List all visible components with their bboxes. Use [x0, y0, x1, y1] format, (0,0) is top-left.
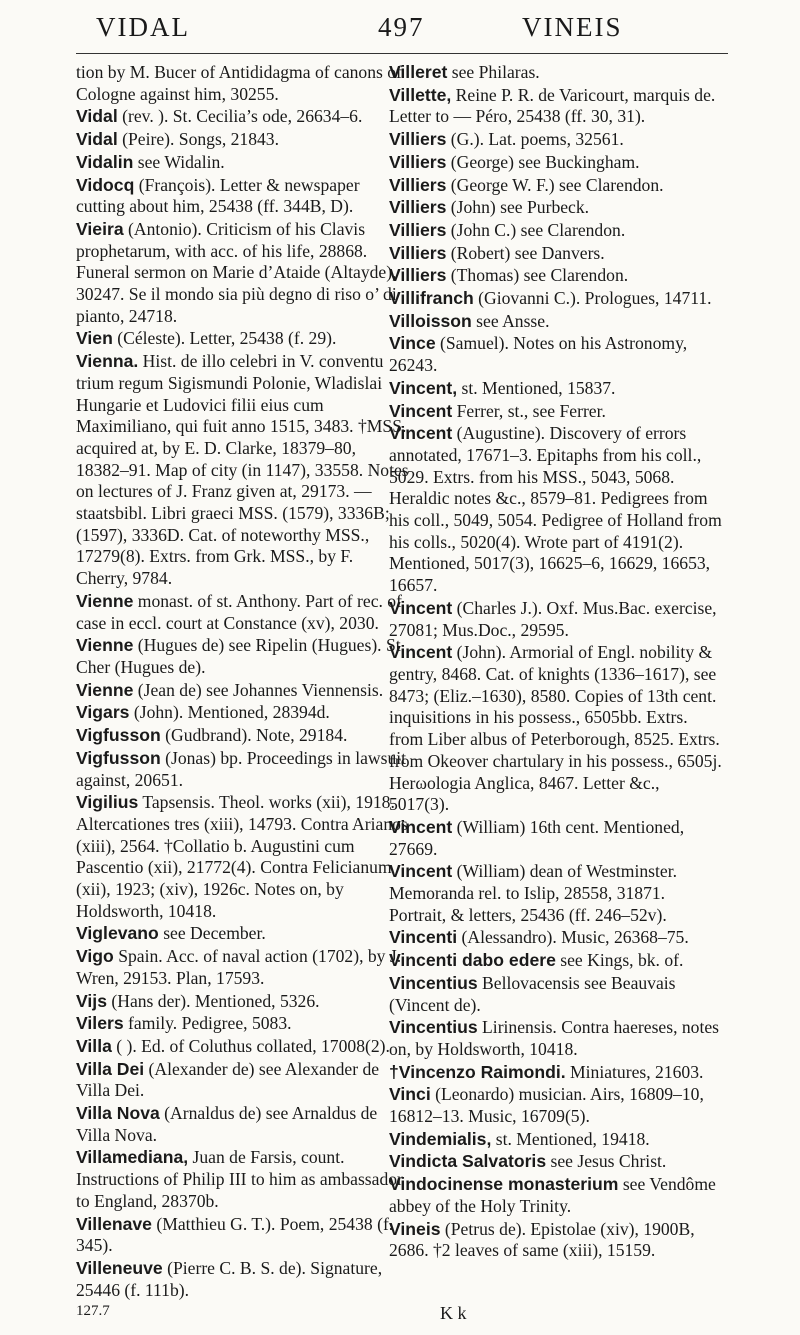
- entry-heading: Vincenti: [389, 927, 458, 948]
- entry-text: (Hugues de) see Ripelin (Hugues). St. Cher (Hugues de).: [76, 635, 406, 677]
- running-header: [0, 10, 800, 50]
- entry-heading: Vidalin: [76, 151, 134, 172]
- entry-heading: Villiers: [389, 129, 447, 150]
- header-left: VIDAL: [96, 12, 190, 42]
- entry-heading: Villoisson: [389, 310, 472, 331]
- entry-text: Hist. de illo celebri in V. conventu trium regum Sigismundi Polonie, Wladislai Hungarie et Ludovici filii eius cum Maximiliano, qui fuit anno 1515, 3483. †MSS. acquired at, by E. D. Clarke, 18379–80, 18382–91. Map of city (in 1147), 33558. Notes on lectures of J. Franz given at, 29173. — staatsbibl. Libri graeci MSS. (1579), 3336B; (1597), 3336D. Cat. of noteworthy MSS., 17279(8). Extrs. from Grk. MSS., by F. Cherry, 9784.: [76, 351, 409, 589]
- entry-heading: Villenave: [76, 1213, 152, 1234]
- entry-heading: Villiers: [389, 242, 447, 263]
- index-entry: [389, 861, 722, 926]
- entry-text: (Thomas) see Clarendon.: [446, 265, 629, 286]
- index-entry: [389, 288, 722, 310]
- entry-heading: Vincent: [389, 423, 453, 444]
- entry-text: (Alessandro). Music, 26368–75.: [457, 927, 689, 948]
- index-entry: [76, 635, 409, 678]
- index-entry: [76, 106, 409, 128]
- entry-text: (John). Mentioned, 28394d.: [129, 702, 330, 723]
- index-entry: [389, 197, 722, 219]
- entry-text: (Pierre C. B. S. de). Signature, 25446 (f. 111b).: [76, 1257, 383, 1300]
- index-entry: [389, 598, 722, 641]
- entry-text: see Philaras.: [447, 62, 540, 82]
- index-entry: [389, 152, 722, 174]
- entry-heading: Vienna.: [76, 351, 139, 372]
- index-entry: [76, 62, 409, 105]
- entry-heading: Viglevano: [76, 923, 159, 944]
- entry-text: st. Mentioned, 19418.: [491, 1128, 650, 1149]
- entry-text: (Hans der). Mentioned, 5326.: [106, 990, 320, 1011]
- entry-text: Reine P. R. de Varicourt, marquis de. Letter to — Péro, 25438 (ff. 30, 31).: [389, 84, 716, 127]
- index-entry: [76, 702, 409, 724]
- index-entry: [389, 642, 722, 816]
- entry-text: monast. of st. Anthony. Part of rec. of case in eccl. court at Constance (xv), 2030.: [76, 590, 402, 633]
- entry-heading: Vincent,: [389, 377, 458, 398]
- index-entry: [389, 220, 722, 242]
- index-entry: [389, 85, 722, 128]
- entry-text: (William) 16th cent. Mentioned, 27669.: [389, 816, 685, 859]
- index-entry: [389, 1084, 722, 1127]
- index-entry: [389, 927, 722, 949]
- entry-heading: Vilers: [76, 1013, 124, 1034]
- entry-heading: Vigfusson: [76, 747, 161, 768]
- entry-text: (Céleste). Letter, 25438 (f. 29).: [112, 328, 337, 349]
- index-entry: [76, 923, 409, 945]
- index-entry: [389, 333, 722, 376]
- entry-heading: Vincenti dabo edere: [389, 950, 556, 971]
- entry-heading: Villa: [76, 1035, 112, 1056]
- entry-heading: Vigars: [76, 702, 130, 723]
- entry-heading: Vienne: [76, 590, 134, 611]
- entry-heading: Vidal: [76, 106, 118, 127]
- index-entry: [76, 129, 409, 151]
- index-entry: [389, 175, 722, 197]
- entry-heading: Vienne: [76, 679, 134, 700]
- entry-text: see Ansse.: [471, 310, 550, 331]
- entry-heading: Villa Dei: [76, 1058, 145, 1079]
- entry-text: (George) see Buckingham.: [446, 151, 640, 172]
- index-entry: [76, 1013, 409, 1035]
- entry-text: (Giovanni C.). Prologues, 14711.: [473, 288, 712, 309]
- entry-text: (rev. ). St. Cecilia’s ode, 26634–6.: [117, 106, 363, 127]
- index-entry: [389, 423, 722, 597]
- entry-text: see Vendôme abbey of the Holy Trinity.: [389, 1174, 716, 1216]
- entry-heading: Vinci: [389, 1084, 431, 1105]
- entry-text: tion by M. Bucer of Antididagma of canons of Cologne against him, 30255.: [76, 62, 402, 104]
- index-entry: [76, 1214, 409, 1257]
- entry-text: Bellovacensis see Beauvais (Vincent de).: [389, 972, 676, 1015]
- entry-heading: Villamediana,: [76, 1147, 189, 1168]
- index-entry: [76, 351, 409, 590]
- index-entry: [389, 62, 722, 84]
- entry-heading: Vindicta Salvatoris: [389, 1151, 547, 1172]
- entry-heading: Villiers: [389, 219, 447, 240]
- index-entry: [76, 680, 409, 702]
- entry-text: see Jesus Christ.: [546, 1151, 667, 1172]
- entry-heading: Vincentius: [389, 1017, 478, 1038]
- entry-text: (Jean de) see Johannes Viennensis.: [133, 679, 384, 700]
- index-entry: [389, 378, 722, 400]
- index-entry: [76, 1036, 409, 1058]
- entry-text: Tapsensis. Theol. works (xii), 1918. Altercationes tres (xiii), 14793. Contra Arianos (xiii), 2564. †Collatio b. Augustini cum Pascentio (xii), 21772(4). Contra Felicianum (xii), 1923; (xiv), 1926c. Notes on, by Holdsworth, 10418.: [76, 792, 408, 921]
- index-entry: [76, 725, 409, 747]
- entry-heading: Vincentius: [389, 972, 478, 993]
- entry-text: family. Pedigree, 5083.: [123, 1013, 292, 1034]
- entry-heading: Vienne: [76, 635, 134, 656]
- index-entry: [389, 265, 722, 287]
- index-entry: [389, 1017, 722, 1060]
- entry-heading: Villette,: [389, 84, 452, 105]
- entry-text: (Samuel). Notes on his Astronomy, 26243.: [389, 333, 688, 376]
- entry-text: (Peire). Songs, 21843.: [117, 129, 279, 150]
- entry-heading: Vince: [389, 333, 436, 354]
- left-column: [76, 62, 409, 1302]
- index-entry: [76, 175, 409, 218]
- index-entry: [76, 792, 409, 922]
- entry-heading: †Vincenzo Raimondi.: [389, 1061, 566, 1082]
- entry-text: (John). Armorial of Engl. nobility & gentry, 8468. Cat. of knights (1336–1617), see 8473; (Eliz.–1630), 8580. Copies of 13th cent. inquisitions in his possess., 6505bb. Extrs. from Liber albus of Peterborough, 8525. Extrs. from Okeover chartulary in his possess., 6505j. Herωologia Anglica, 8467. Letter &c., 5017(3).: [389, 642, 722, 815]
- index-entry: [389, 401, 722, 423]
- entry-text: (Alexander de) see Alexander de Villa Dei.: [76, 1058, 380, 1101]
- entry-text: (Charles J.). Oxf. Mus.Bac. exercise, 27081; Mus.Doc., 29595.: [389, 597, 717, 640]
- entry-heading: Villeret: [389, 62, 448, 82]
- entry-heading: Vincent: [389, 816, 453, 837]
- entry-text: Miniatures, 21603.: [565, 1061, 704, 1082]
- entry-text: (Matthieu G. T.). Poem, 25438 (f. 345).: [76, 1213, 394, 1256]
- entry-text: (Petrus de). Epistolae (xiv), 1900B, 2686. †2 leaves of same (xiii), 15159.: [389, 1218, 695, 1261]
- index-entry: [389, 1151, 722, 1173]
- entry-heading: Vigilius: [76, 792, 139, 813]
- entry-text: Juan de Farsis, count. Instructions of Philip III to him as ambassador to England, 28370b.: [76, 1147, 403, 1211]
- index-entry: [389, 129, 722, 151]
- index-entry: [76, 991, 409, 1013]
- entry-text: Lirinensis. Contra haereses, notes on, by Holdsworth, 10418.: [389, 1017, 720, 1059]
- entry-text: (Augustine). Discovery of errors annotated, 17671–3. Epitaphs from his coll., 5029. Extrs. from his MSS., 5043, 5068. Heraldic notes &c., 8579–81. Pedigrees from his coll., 5049, 5054. Pedigree of Holland from his colls., 5020(4). Wrote part of 4191(2). Mentioned, 5017(3), 16625–6, 16629, 16653, 16657.: [389, 423, 722, 596]
- entry-heading: Vineis: [389, 1218, 441, 1239]
- index-entry: [389, 950, 722, 972]
- index-entry: [76, 591, 409, 634]
- entry-heading: Vincent: [389, 642, 453, 663]
- entry-text: (Gudbrand). Note, 29184.: [160, 725, 348, 746]
- footer-left: 127.7: [76, 1303, 110, 1319]
- entry-heading: Vincent: [389, 597, 453, 618]
- entry-text: ( ). Ed. of Coluthus collated, 17008(2).: [111, 1035, 390, 1056]
- entry-heading: Vigo: [76, 946, 114, 967]
- index-entry: [389, 1062, 722, 1084]
- entry-heading: Vien: [76, 328, 113, 349]
- entry-text: (George W. F.) see Clarendon.: [446, 174, 664, 195]
- entry-heading: Villiers: [389, 151, 447, 172]
- entry-text: see December.: [158, 923, 266, 944]
- index-entry: [389, 311, 722, 333]
- entry-text: (Robert) see Danvers.: [446, 242, 605, 263]
- index-entry: [76, 1147, 409, 1212]
- entry-text: (John) see Purbeck.: [446, 197, 590, 218]
- entry-heading: Vidocq: [76, 174, 135, 195]
- entry-heading: Vincent: [389, 400, 453, 421]
- entry-text: (William) dean of Westminster. Memoranda rel. to Islip, 28558, 31871. Portrait, & letters, 25436 (ff. 246–52v).: [389, 861, 677, 925]
- page-number: 497: [378, 12, 425, 42]
- entry-heading: Villifranch: [389, 288, 474, 309]
- entry-heading: Vidal: [76, 129, 118, 150]
- entry-text: (Antonio). Criticism of his Clavis prophetarum, with acc. of his life, 28868. Funeral sermon on Marie d’Ataide (Altayde), 30247. Se il mondo sia più degno di riso o’ di pianto, 24718.: [76, 218, 397, 326]
- header-rule: [76, 53, 728, 54]
- entry-text: Ferrer, st., see Ferrer.: [452, 400, 606, 421]
- index-entry: [76, 1258, 409, 1301]
- entry-heading: Villa Nova: [76, 1103, 160, 1124]
- entry-heading: Vindocinense monasterium: [389, 1174, 619, 1195]
- entry-heading: Villeneuve: [76, 1257, 163, 1278]
- index-entry: [389, 243, 722, 265]
- entry-heading: Vijs: [76, 990, 107, 1011]
- entry-heading: Vieira: [76, 218, 124, 239]
- entry-text: (G.). Lat. poems, 32561.: [446, 129, 624, 150]
- entry-heading: Villiers: [389, 265, 447, 286]
- entry-text: (Arnaldus de) see Arnaldus de Villa Nova.: [76, 1103, 378, 1145]
- index-entry: [76, 1103, 409, 1146]
- index-entry: [76, 152, 409, 174]
- header-right: VINEIS: [522, 12, 623, 42]
- index-entry: [76, 328, 409, 350]
- entry-heading: Vigfusson: [76, 725, 161, 746]
- index-entry: [389, 817, 722, 860]
- entry-text: st. Mentioned, 15837.: [457, 377, 616, 398]
- index-entry: [76, 1059, 409, 1102]
- index-entry: [389, 973, 722, 1016]
- entry-text: see Kings, bk. of.: [555, 950, 684, 971]
- index-entry: [389, 1219, 722, 1262]
- entry-text: see Widalin.: [133, 151, 225, 172]
- index-entry: [389, 1174, 722, 1217]
- entry-text: (François). Letter & newspaper cutting about him, 25438 (ff. 344B, D).: [76, 174, 360, 217]
- index-entry: [76, 946, 409, 989]
- entry-heading: Villiers: [389, 197, 447, 218]
- index-entry: [389, 1129, 722, 1151]
- entry-text: (John C.) see Clarendon.: [446, 219, 626, 240]
- entry-heading: Vindemialis,: [389, 1128, 492, 1149]
- entry-heading: Villiers: [389, 174, 447, 195]
- index-entry: [76, 219, 409, 328]
- signature-mark: K k: [440, 1303, 467, 1323]
- entry-text: (Leonardo) musician. Airs, 16809–10, 16812–13. Music, 16709(5).: [389, 1084, 704, 1127]
- entry-text: Spain. Acc. of naval action (1702), by J. Wren, 29153. Plan, 17593.: [76, 946, 402, 988]
- entry-text: (Jonas) bp. Proceedings in lawsuit against, 20651.: [76, 747, 407, 790]
- entry-heading: Vincent: [389, 861, 453, 882]
- right-column: [389, 62, 722, 1263]
- index-entry: [76, 748, 409, 791]
